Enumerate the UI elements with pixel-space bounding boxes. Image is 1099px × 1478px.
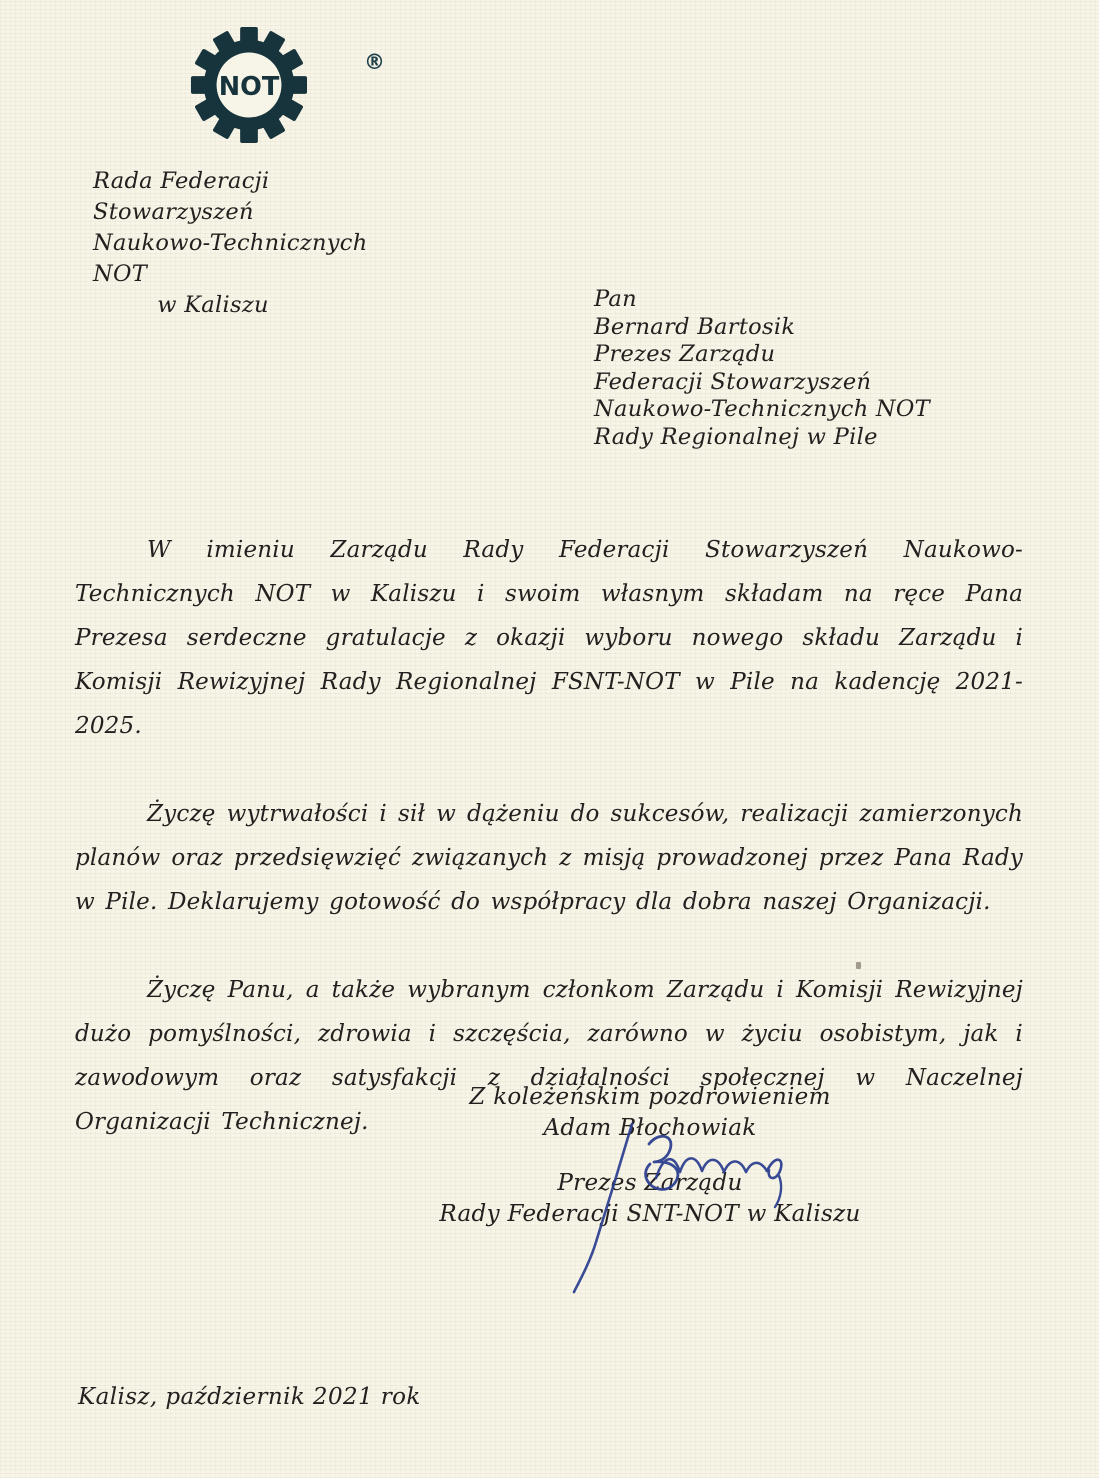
not-logo (178, 24, 408, 154)
body-paragraph: W imieniu Zarządu Rady Federacji Stowarzyszeń Naukowo-Technicznych NOT w Kaliszu i swoim własnym składam na ręce Pana Prezesa serdeczne gratulacje z okazji wyboru nowego składu Zarządu i Komisji Rewizyjnej Rady Regionalnej FSNT-NOT w Pile na kadencję 2021-2025. (75, 537, 1023, 739)
scan-artifact (856, 962, 861, 969)
signatory-title: Prezes Zarządu (557, 1170, 743, 1196)
letterhead-line: w Kaliszu (157, 292, 269, 318)
registered-trademark-icon: ® (364, 50, 385, 74)
recipient-line: Pan (594, 286, 637, 312)
gear-icon (178, 26, 320, 144)
recipient-line: Bernard Bartosik (594, 313, 796, 340)
signatory-organization: Rady Federacji SNT-NOT w Kaliszu (439, 1201, 861, 1227)
closing-block (400, 1082, 900, 1230)
letterhead (93, 166, 383, 321)
recipient-line: Prezes Zarządu (594, 341, 776, 367)
recipient-line: Naukowo-Technicznych NOT (594, 396, 930, 422)
logo-text: (NOT) (207, 71, 291, 102)
recipient-line: Federacji Stowarzyszeń (594, 368, 872, 395)
recipient-line: Rady Regionalnej w Pile (594, 423, 878, 450)
body-paragraph: Życzę wytrwałości i sił w dążeniu do sukcesów, realizacji zamierzonych planów oraz przedsięwzięć związanych z misją prowadzonej przez Pana Rady w Pile. Deklarujemy gotowość do współpracy dla dobra naszej Organizacji. (75, 801, 1023, 915)
signatory-name: Adam Błochowiak (543, 1115, 757, 1141)
body-paragraph: Życzę Panu, a także wybranym członkom Zarządu i Komisji Rewizyjnej dużo pomyślności, zdrowia i szczęścia, zarówno w życiu osobistym, jak i zawodowym oraz satysfakcji z działalności społecznej w Naczelnej Organizacji Technicznej. (75, 977, 1023, 1135)
letterhead-line: Rada Federacji Stowarzyszeń (93, 168, 270, 225)
dateline: Kalisz, październik 2021 rok (78, 1384, 421, 1410)
letterhead-line: Naukowo-Technicznych NOT (93, 230, 368, 287)
recipient-block (594, 286, 974, 451)
closing-salutation: Z koleżeńskim pozdrowieniem (469, 1084, 831, 1110)
